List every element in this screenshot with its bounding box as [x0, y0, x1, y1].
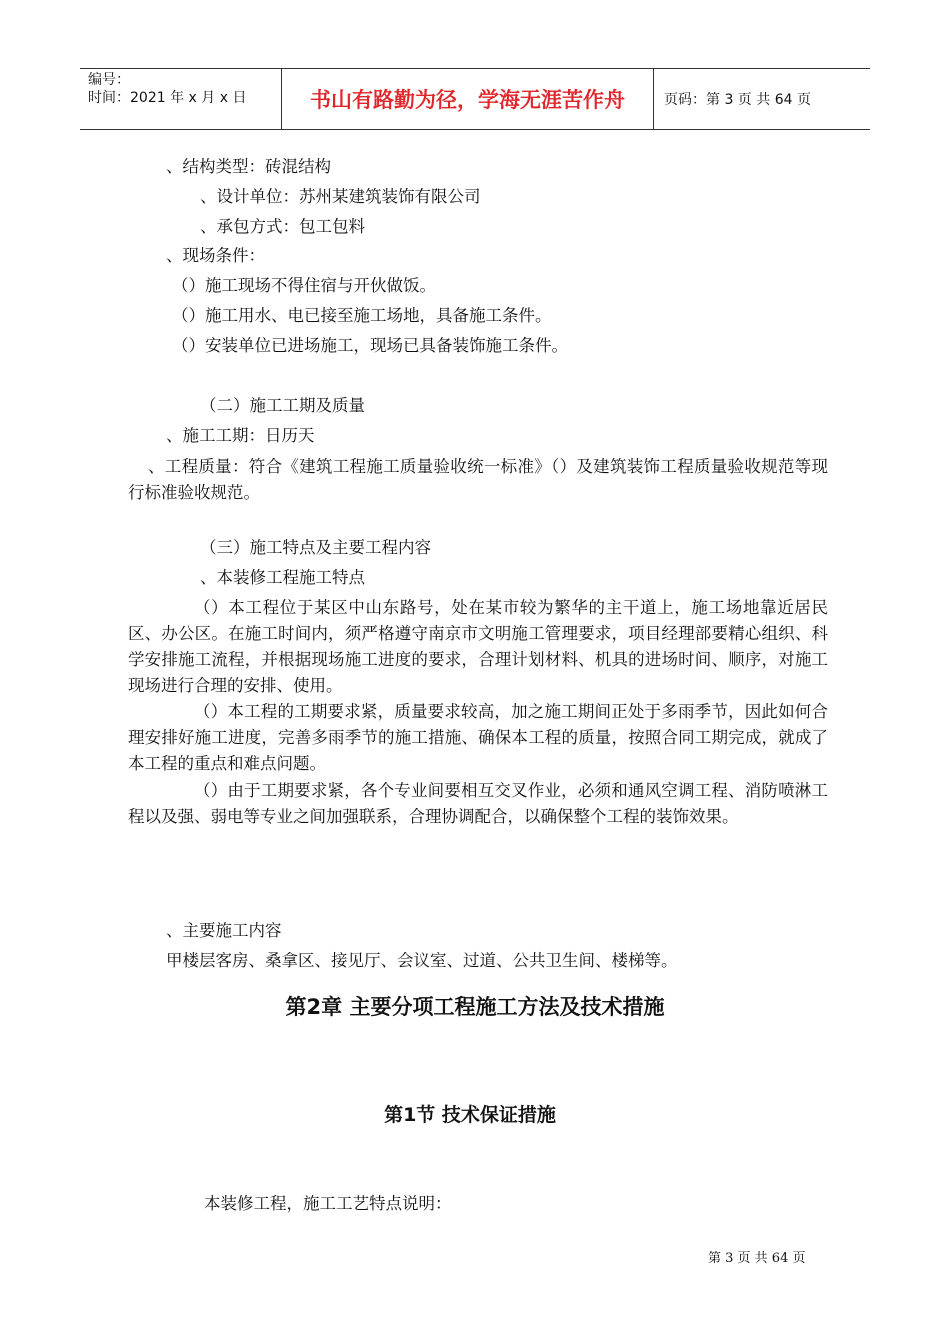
header-motto: 书山有路勤为径，学海无涯苦作舟: [282, 69, 654, 129]
structure-type: 、结构类型：砖混结构: [166, 157, 331, 176]
subsection-3-title: （三）施工特点及主要工程内容: [200, 538, 431, 557]
features-heading: 、本装修工程施工特点: [200, 568, 365, 587]
construction-duration: 、施工工期：日历天: [166, 426, 315, 445]
main-content-text: 甲楼层客房、桑拿区、接见厅、会议室、过道、公共卫生间、楼梯等。: [166, 951, 678, 970]
chapter-title: 第2章 主要分项工程施工方法及技术措施: [285, 995, 665, 1019]
time-label: 时间：2021 年 x 月 x 日: [88, 90, 247, 106]
contract-method: 、承包方式：包工包料: [200, 217, 365, 236]
number-label: 编号：: [88, 72, 130, 88]
header-page-label: 页码：第 3 页 共 64 页: [664, 92, 811, 108]
site-condition-1: （）施工现场不得住宿与开伙做饭。: [172, 276, 436, 295]
feature-paragraph-1: （）本工程位于某区中山东路号，处在某市较为繁华的主干道上，施工场地靠近居民区、办公区。在施工时间内，须严格遵守南京市文明施工管理要求，项目经理部要精心组织、科学安排施工流程，并根据现场施工进度的要求，合理计划材料、机具的进场时间、顺序，对施工现场进行合理的安排、使用。: [128, 598, 828, 695]
section-title: 第1节 技术保证措施: [384, 1104, 556, 1126]
main-content-heading: 、主要施工内容: [166, 921, 282, 940]
subsection-2-title: （二）施工工期及质量: [200, 396, 365, 415]
design-unit: 、设计单位：苏州某建筑装饰有限公司: [200, 187, 481, 206]
feature-paragraph-2: （）本工程的工期要求紧，质量要求较高，加之施工期间正处于多雨季节，因此如何合理安排好施工进度，完善多雨季节的施工措施、确保本工程的质量，按照合同工期完成，就成了本工程的重点和难点问题。: [128, 702, 828, 773]
quality-paragraph: 、工程质量：符合《建筑工程施工质量验收统一标准》（）及建筑装饰工程质量验收规范等现行标准验收规范。: [128, 457, 828, 502]
site-conditions-heading: 、现场条件：: [166, 246, 265, 265]
site-condition-3: （）安装单位已进场施工，现场已具备装饰施工条件。: [172, 336, 568, 355]
site-condition-2: （）施工用水、电已接至施工场地，具备施工条件。: [172, 306, 552, 325]
intro-text: 本装修工程，施工工艺特点说明：: [204, 1194, 452, 1213]
header-meta: [80, 69, 282, 129]
page-footer: 第 3 页 共 64 页: [708, 1251, 806, 1266]
page-header: [80, 68, 870, 130]
feature-paragraph-3: （）由于工期要求紧，各个专业间要相互交叉作业，必须和通风空调工程、消防喷淋工程以及强、弱电等专业之间加强联系，合理协调配合，以确保整个工程的装饰效果。: [128, 781, 828, 826]
